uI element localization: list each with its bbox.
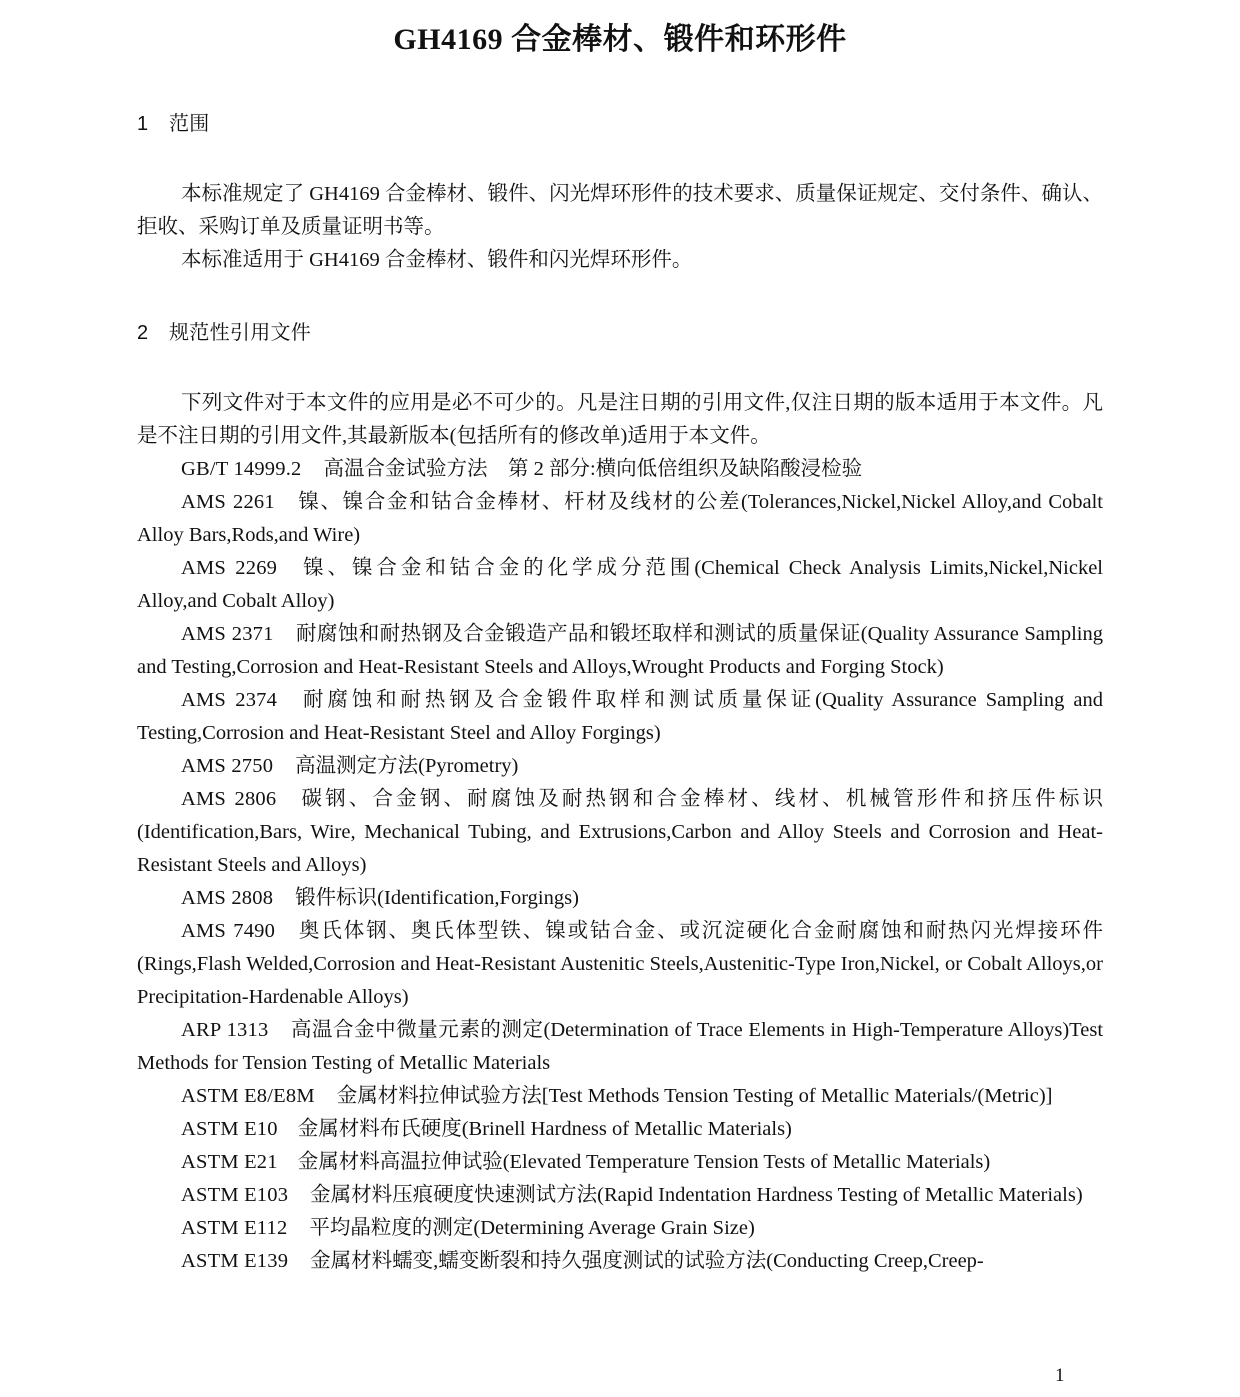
page-number: 1	[1055, 1365, 1065, 1386]
reference-code: ASTM E21	[181, 1151, 278, 1173]
reference-entry	[137, 1080, 1103, 1113]
document-body	[137, 108, 1103, 1278]
section-title-2: 规范性引用文件	[169, 322, 312, 344]
reference-entry	[137, 882, 1103, 915]
reference-text: 高温合金中微量元素的测定(Determination of Trace Elements in High-Temperature Alloys)Test Methods for Tension Testing of Metallic Materials	[137, 1019, 1104, 1074]
reference-code: ARP 1313	[181, 1019, 269, 1041]
reference-code: AMS 2806	[181, 788, 277, 810]
reference-entry	[137, 453, 1103, 486]
reference-text: 镍、镍合金和钴合金的化学成分范围(Chemical Check Analysis Limits,Nickel,Nickel Alloy,and Cobalt Alloy)	[137, 557, 1103, 612]
reference-text: 高温测定方法(Pyrometry)	[295, 755, 519, 777]
reference-text: 耐腐蚀和耐热钢及合金锻件取样和测试质量保证(Quality Assurance Sampling and Testing,Corrosion and Heat-Resistant Steel and Alloy Forgings)	[137, 689, 1103, 744]
reference-text: 耐腐蚀和耐热钢及合金锻造产品和锻坯取样和测试的质量保证(Quality Assurance Sampling and Testing,Corrosion and Heat-Resistant Steels and Alloys,Wrought Products and Forging Stock)	[137, 623, 1103, 678]
reference-code: AMS 2371	[181, 623, 274, 645]
reference-text: 金属材料布氏硬度(Brinell Hardness of Metallic Materials)	[297, 1118, 792, 1140]
reference-text: 平均晶粒度的测定(Determining Average Grain Size)	[309, 1217, 755, 1239]
reference-text: 锻件标识(Identification,Forgings)	[295, 887, 579, 909]
reference-code: AMS 2261	[181, 491, 275, 513]
reference-entry	[137, 618, 1103, 684]
section-heading-2	[137, 317, 1103, 350]
reference-text: 金属材料压痕硬度快速测试方法(Rapid Indentation Hardness Testing of Metallic Materials)	[310, 1184, 1083, 1206]
reference-text: 高温合金试验方法 第 2 部分:横向低倍组织及缺陷酸浸检验	[323, 458, 863, 480]
spacer-before-section-2	[137, 277, 1103, 317]
reference-code: ASTM E8/E8M	[181, 1085, 315, 1107]
section-title-1: 范围	[169, 113, 210, 135]
reference-code: ASTM E112	[181, 1217, 288, 1239]
section-2-paragraph-1: 下列文件对于本文件的应用是必不可少的。凡是注日期的引用文件,仅注日期的版本适用于本文件。凡是不注日期的引用文件,其最新版本(包括所有的修改单)适用于本文件。	[137, 392, 1103, 447]
reference-code: ASTM E139	[181, 1250, 289, 1272]
reference-text: 金属材料高温拉伸试验(Elevated Temperature Tension Tests of Metallic Materials)	[297, 1151, 991, 1173]
reference-entry	[137, 1212, 1103, 1245]
reference-code: ASTM E10	[181, 1118, 278, 1140]
reference-entry	[137, 1245, 1103, 1278]
section-number-1: 1	[137, 113, 149, 135]
reference-code: ASTM E103	[181, 1184, 289, 1206]
reference-code: AMS 2808	[181, 887, 274, 909]
spacer-after-heading-2	[137, 350, 1103, 387]
section-1-paragraph-2: 本标准适用于 GH4169 合金棒材、锻件和闪光焊环形件。	[181, 249, 693, 271]
reference-entry	[137, 1113, 1103, 1146]
reference-entry	[137, 684, 1103, 750]
reference-entry	[137, 1179, 1103, 1212]
reference-text: 碳钢、合金钢、耐腐蚀及耐热钢和合金棒材、线材、机械管形件和挤压件标识(Identification,Bars, Wire, Mechanical Tubing, and Extrusions,Carbon and Alloy Steels and Corrosion and Heat-Resistant Steels and Alloys)	[137, 788, 1103, 876]
reference-text: 奥氏体钢、奥氏体型铁、镍或钴合金、或沉淀硬化合金耐腐蚀和耐热闪光焊接环件(Rings,Flash Welded,Corrosion and Heat-Resistant Austenitic Steels,Austenitic-Type Iron,Nickel, or Cobalt Alloys,or Precipitation-Hardenable Alloys)	[137, 920, 1103, 1008]
reference-entry	[137, 486, 1103, 552]
reference-entry	[137, 915, 1103, 1014]
reference-code: GB/T 14999.2	[181, 458, 302, 480]
reference-entry	[137, 1014, 1103, 1080]
spacer-after-heading-1	[137, 141, 1103, 178]
reference-text: 金属材料蠕变,蠕变断裂和持久强度测试的试验方法(Conducting Creep,Creep-	[310, 1250, 984, 1272]
reference-entry	[137, 552, 1103, 618]
reference-entry	[137, 750, 1103, 783]
page-title: GH4169 合金棒材、锻件和环形件	[393, 23, 847, 56]
reference-code: AMS 2750	[181, 755, 274, 777]
reference-code: AMS 7490	[181, 920, 276, 942]
reference-code: AMS 2374	[181, 689, 278, 711]
reference-text: 金属材料拉伸试验方法[Test Methods Tension Testing of Metallic Materials/(Metric)]	[336, 1085, 1053, 1107]
reference-code: AMS 2269	[181, 557, 278, 579]
reference-entry	[137, 783, 1103, 882]
section-1-paragraph-1: 本标准规定了 GH4169 合金棒材、锻件、闪光焊环形件的技术要求、质量保证规定、交付条件、确认、拒收、采购订单及质量证明书等。	[137, 183, 1103, 238]
reference-entry	[137, 1146, 1103, 1179]
reference-text: 镍、镍合金和钴合金棒材、杆材及线材的公差(Tolerances,Nickel,Nickel Alloy,and Cobalt Alloy Bars,Rods,and Wire)	[137, 491, 1103, 546]
section-heading-1	[137, 108, 1103, 141]
section-number-2: 2	[137, 322, 149, 344]
